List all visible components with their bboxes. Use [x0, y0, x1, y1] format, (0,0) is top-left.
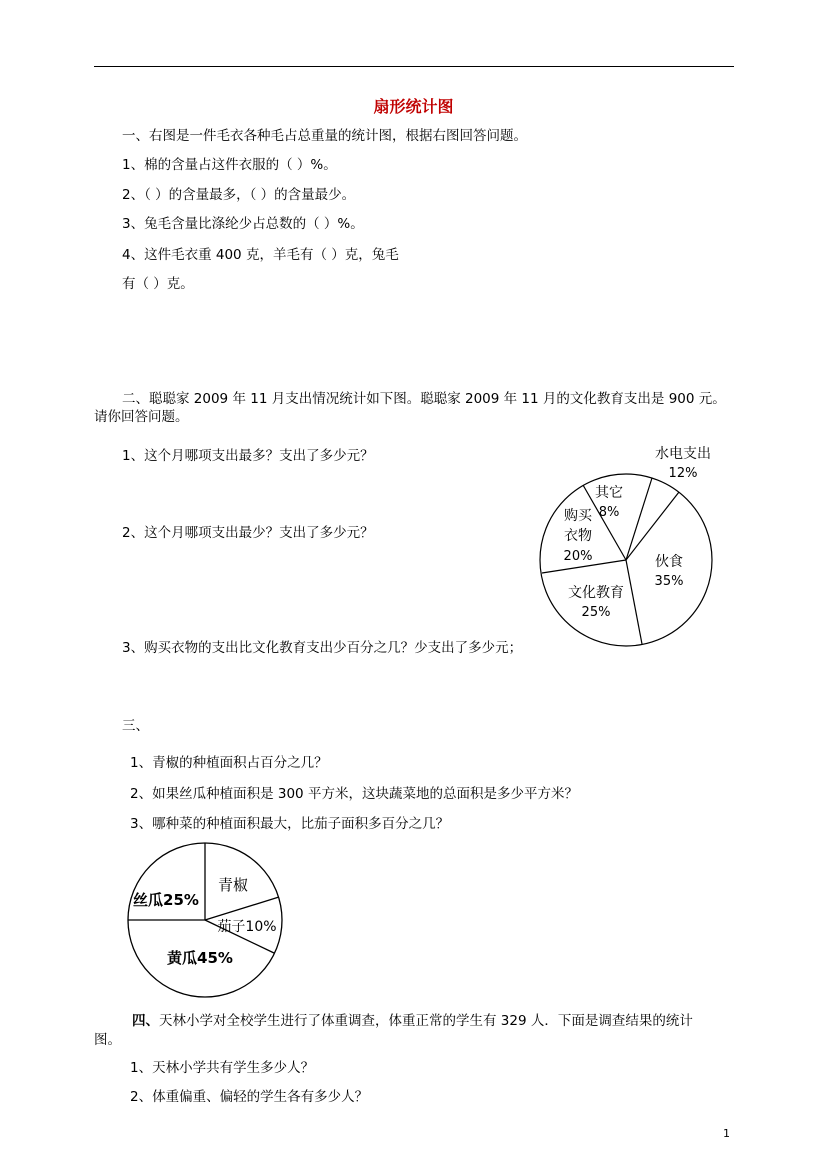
q1-item-3: 3、兔毛含量比涤纶少占总数的（ ）%。	[122, 216, 364, 232]
q2-intro: 二、聪聪家 2009 年 11 月支出情况统计如下图。聪聪家 2009 年 11 月的文化教育支出是 900 元。	[122, 391, 726, 407]
page-title: 扇形统计图	[373, 97, 454, 116]
slice-label-eggplant: 茄子10%	[217, 919, 277, 935]
q4-head: 四、	[132, 1013, 159, 1029]
slice-value-clothes: 20%	[563, 549, 593, 564]
q1-item-4: 4、这件毛衣重 400 克，羊毛有（ ）克，兔毛	[122, 247, 399, 263]
slice-label-cucumber: 黄瓜45%	[167, 949, 233, 967]
slice-label-loofah: 丝瓜25%	[133, 891, 199, 909]
slice-label-clothes-1: 购买	[564, 508, 592, 524]
slice-value-education: 25%	[581, 605, 611, 620]
q4-item-2: 2、体重偏重、偏轻的学生各有多少人？	[130, 1089, 369, 1105]
q1-item-4-cont: 有（ ）克。	[122, 276, 194, 292]
slice-label-water: 水电支出	[655, 446, 711, 462]
slice-label-education: 文化教育	[568, 585, 624, 601]
q2-item-1: 1、这个月哪项支出最多？支出了多少元？	[122, 448, 374, 464]
q4-intro-cont: 图。	[94, 1032, 121, 1048]
q1-item-1: 1、棉的含量占这件衣服的（ ）%。	[122, 157, 337, 173]
q4-intro	[132, 1012, 693, 1030]
slice-label-other: 其它	[595, 485, 623, 501]
slice-label-food: 伙食	[655, 554, 683, 570]
q1-intro: 一、右图是一件毛衣各种毛占总重量的统计图，根据右图回答问题。	[122, 128, 527, 144]
q1-item-2: 2、（ ）的含量最多，（ ）的含量最少。	[122, 187, 356, 203]
q2-item-2: 2、这个月哪项支出最少？支出了多少元？	[122, 525, 374, 541]
q2-intro-cont: 请你回答问题。	[94, 409, 189, 425]
q2-item-3: 3、购买衣物的支出比文化教育支出少百分之几？少支出了多少元；	[122, 640, 523, 656]
q3-head: 三、	[122, 718, 149, 734]
q4-intro-text: 天林小学对全校学生进行了体重调查，体重正常的学生有 329 人．下面是调查结果的统计	[159, 1013, 693, 1029]
slice-value-water: 12%	[668, 466, 698, 481]
q3-item-2: 2、如果丝瓜种植面积是 300 平方米，这块蔬菜地的总面积是多少平方米？	[130, 786, 578, 802]
slice-label-clothes-2: 衣物	[564, 528, 592, 544]
q4-item-1: 1、天林小学共有学生多少人？	[130, 1060, 315, 1076]
page-number: 1	[723, 1127, 730, 1140]
slice-value-other: 8%	[598, 505, 620, 520]
q3-item-1: 1、青椒的种植面积占百分之几？	[130, 755, 328, 771]
slice-value-food: 35%	[654, 574, 684, 589]
slice-label-pepper: 青椒	[217, 876, 249, 894]
q3-item-3: 3、哪种菜的种植面积最大，比茄子面积多百分之几？	[130, 816, 450, 832]
vegetable-pie-divider	[205, 897, 279, 920]
